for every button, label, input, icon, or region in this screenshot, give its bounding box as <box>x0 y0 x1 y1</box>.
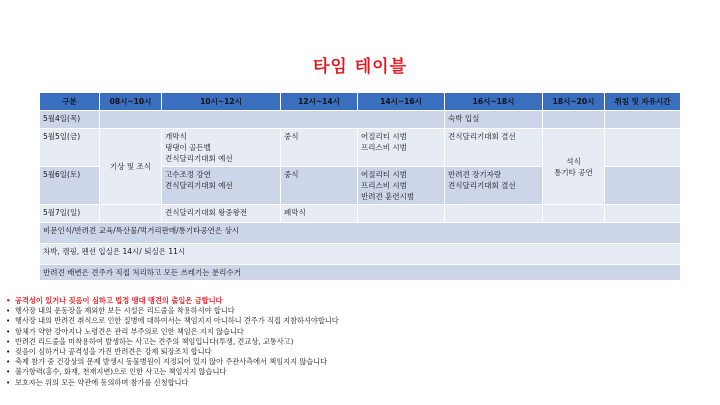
day-cell: 5월6일(토) <box>40 167 100 205</box>
header-cell: 취침 및 자유시간 <box>605 93 681 111</box>
rule-item <box>6 306 716 316</box>
rule-item <box>6 327 716 337</box>
dinner-cell <box>543 129 605 205</box>
schedule-text: 개막식 댕댕이 골든벨 견식달리기대회 예선 <box>165 132 233 163</box>
breakfast-text: 기상 및 조식 <box>110 162 151 171</box>
bullet-icon: • <box>6 347 11 357</box>
page-title: 타임 테이블 <box>312 57 408 77</box>
header-cell: 12시~14시 <box>281 93 358 111</box>
timetable <box>39 92 681 281</box>
bullet-icon: • <box>6 316 11 326</box>
bullet-icon: • <box>6 336 11 346</box>
schedule-cell <box>358 167 445 205</box>
bullet-icon: • <box>6 296 11 305</box>
rules-list <box>6 296 716 388</box>
schedule-cell <box>605 129 681 167</box>
schedule-cell <box>445 205 543 223</box>
schedule-cell: 중식 <box>281 129 358 167</box>
breakfast-cell <box>100 129 162 205</box>
header-cell: 10시~12시 <box>162 93 281 111</box>
schedule-text: 어질리티 시범 프리스비 시범 반려견 훈련시범 <box>361 170 415 201</box>
schedule-text: 견식달리기대회 결선 <box>448 132 516 141</box>
day-cell: 5월7일(일) <box>40 205 100 223</box>
header-row <box>40 93 681 111</box>
schedule-cell <box>605 111 681 129</box>
header-cell: 18시~20시 <box>543 93 605 111</box>
rule-item <box>6 357 716 367</box>
table-row <box>40 129 681 167</box>
schedule-cell: 중식 <box>281 167 358 205</box>
schedule-cell <box>162 129 281 167</box>
rule-text: 항체가 약한 강아지나 노령견은 관리 부주의로 인한 책임은 지지 않습니다 <box>15 326 244 336</box>
schedule-cell <box>162 167 281 205</box>
info-row <box>40 223 681 244</box>
table-row <box>40 111 681 129</box>
schedule-cell <box>358 129 445 167</box>
bullet-icon: • <box>6 377 11 387</box>
bullet-icon: • <box>6 357 11 367</box>
schedule-cell: 숙박 입실 <box>445 111 543 129</box>
schedule-cell <box>445 129 543 167</box>
info-cell: 반려견 배변은 견주가 직접 처리하고 모든 쓰레기는 분리수거 <box>40 265 681 281</box>
header-cell: 08시~10시 <box>100 93 162 111</box>
schedule-cell <box>358 205 445 223</box>
header-cell: 구분 <box>40 93 100 111</box>
header-cell: 16시~18시 <box>445 93 543 111</box>
schedule-cell <box>543 111 605 129</box>
rule-text: 보호자는 위의 모든 약관에 동의하며 참가를 신청합니다 <box>15 377 189 387</box>
schedule-cell <box>543 205 605 223</box>
info-cell: 차박, 캠핑, 펜션 입실은 14시/ 퇴실은 11시 <box>40 244 681 265</box>
day-cell: 5월5일(금) <box>40 129 100 167</box>
info-row <box>40 244 681 265</box>
bullet-icon: • <box>6 367 11 377</box>
rule-text: 짖음이 심하거나 공격성을 가진 반려견은 강제 퇴장조치 합니다 <box>15 347 212 357</box>
day-cell: 5월4일(목) <box>40 111 100 129</box>
info-row <box>40 265 681 281</box>
rule-text: 행사장 내의 운동장을 제외한 보든 시설은 리드줄을 착용하셔야 합니다 <box>15 306 235 316</box>
schedule-cell: 견식달리기대회 왕중왕전 <box>162 205 281 223</box>
bullet-icon: • <box>6 326 11 336</box>
rule-item <box>6 367 716 377</box>
info-cell: 비문인식/반려견 교육/특산물/먹거리판매/통기타공연은 상시 <box>40 223 681 244</box>
schedule-text: 고수조정 강연 견식달리기대회 예선 <box>165 170 233 190</box>
rule-text: 불가항력(홍수, 화재, 천재지변)으로 인한 사고는 책임지지 않습니다 <box>15 367 227 377</box>
rule-text: 공격성이 있거나 짖음이 심하고 법정 맹대 맹견의 출입은 금합니다 <box>15 296 223 305</box>
schedule-cell: 폐막식 <box>281 205 358 223</box>
rule-item <box>6 337 716 347</box>
schedule-text: 반려견 장기자랑 견식달리기대회 결선 <box>448 170 516 190</box>
schedule-cell <box>445 167 543 205</box>
schedule-cell <box>605 167 681 205</box>
rule-item <box>6 296 716 306</box>
rule-text: 반려견 리드줄을 미착용하여 발생하는 사고는 견주의 책임입니다(투쟁, 견교상, 교통사고) <box>15 336 294 346</box>
schedule-cell <box>605 205 681 223</box>
schedule-text: 어질리티 시범 프리스비 시범 <box>361 132 407 152</box>
header-cell: 14시~16시 <box>358 93 445 111</box>
rule-item <box>6 378 716 388</box>
rule-item <box>6 347 716 357</box>
rule-text: 축제 참가 중 건강상의 문제 발생시 동물병원이 지정되어 있지 않아 주관사측에서 책임지지 않습니다 <box>15 357 328 367</box>
bullet-icon: • <box>6 306 11 316</box>
rule-item <box>6 316 716 326</box>
table-row <box>40 205 681 223</box>
rule-text: 행사장 내의 반려견 취식으로 인한 질병에 대하여서는 책임지지 아니하니 견주가 직접 지참하셔야합니다 <box>15 316 339 326</box>
schedule-cell <box>100 111 445 129</box>
schedule-cell <box>100 205 162 223</box>
dinner-text: 석식 통기타 공연 <box>554 156 593 177</box>
